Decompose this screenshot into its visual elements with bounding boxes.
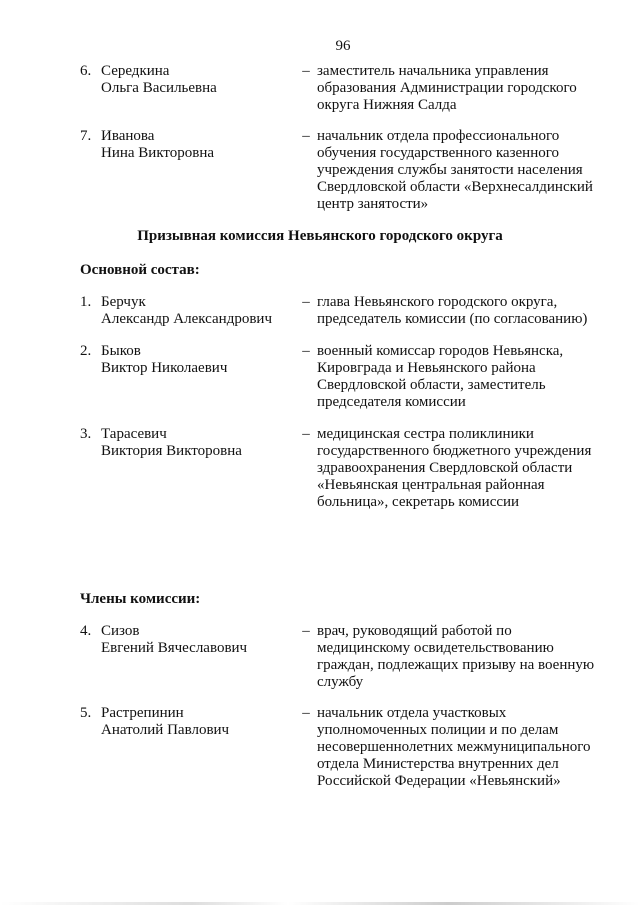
description-line: округа Нижняя Салда: [317, 97, 457, 113]
position-description: [317, 426, 617, 511]
description-line: Российской Федерации «Невьянский»: [317, 773, 561, 789]
entry-number: 4.: [80, 623, 92, 639]
position-description: [317, 128, 617, 213]
person-name: [101, 128, 301, 162]
person-name: [101, 623, 301, 657]
person-name: [101, 343, 301, 377]
description-line: председатель комиссии (по согласованию): [317, 311, 588, 327]
dash: –: [302, 705, 310, 721]
main-staff-heading: Основной состав:: [80, 262, 200, 278]
person-name: [101, 294, 301, 328]
dash: –: [302, 426, 310, 442]
entry-number: 6.: [80, 63, 92, 79]
description-line: образования Администрации городского: [317, 80, 577, 96]
description-line: больница», секретарь комиссии: [317, 494, 520, 510]
given-names: Евгений Вячеславович: [101, 640, 248, 656]
position-description: [317, 705, 617, 790]
description-line: начальник отдела участковых: [317, 705, 507, 721]
dash: –: [302, 128, 310, 144]
position-description: [317, 63, 617, 114]
given-names: Виктория Викторовна: [101, 443, 242, 459]
description-line: граждан, подлежащих призыву на военную: [317, 657, 595, 673]
description-line: заместитель начальника управления: [317, 63, 549, 79]
surname: Берчук: [101, 294, 146, 310]
description-line: военный комиссар городов Невьянска,: [317, 343, 564, 359]
entry-number: 1.: [80, 294, 92, 310]
description-line: несовершеннолетних межмуниципального: [317, 739, 591, 755]
dash: –: [302, 294, 310, 310]
description-line: Свердловской области «Верхнесалдинский: [317, 179, 593, 195]
description-line: здравоохранения Свердловской области: [317, 460, 573, 476]
description-line: начальник отдела профессионального: [317, 128, 560, 144]
description-line: центр занятости»: [317, 196, 429, 212]
description-line: учреждения службы занятости населения: [317, 162, 583, 178]
entry-number: 7.: [80, 128, 92, 144]
surname: Растрепинин: [101, 705, 184, 721]
given-names: Виктор Николаевич: [101, 360, 228, 376]
surname: Тарасевич: [101, 426, 167, 442]
given-names: Нина Викторовна: [101, 145, 215, 161]
description-line: обучения государственного казенного: [317, 145, 560, 161]
entry-number: 5.: [80, 705, 92, 721]
entry-number: 2.: [80, 343, 92, 359]
description-line: государственного бюджетного учреждения: [317, 443, 592, 459]
members-heading: Члены комиссии:: [80, 591, 201, 607]
position-description: [317, 343, 617, 411]
person-name: [101, 63, 301, 97]
entry-number: 3.: [80, 426, 92, 442]
given-names: Ольга Васильевна: [101, 80, 217, 96]
person-name: [101, 705, 301, 739]
page-number: 96: [335, 38, 351, 54]
surname: Сизов: [101, 623, 140, 639]
surname: Быков: [101, 343, 141, 359]
given-names: Александр Александрович: [101, 311, 272, 327]
position-description: [317, 294, 617, 328]
description-line: медицинская сестра поликлиники: [317, 426, 534, 442]
description-line: Свердловской области, заместитель: [317, 377, 546, 393]
dash: –: [302, 623, 310, 639]
description-line: «Невьянская центральная районная: [317, 477, 545, 493]
description-line: отдела Министерства внутренних дел: [317, 756, 559, 772]
commission-title: Призывная комиссия Невьянского городского округа: [137, 228, 503, 244]
description-line: медицинскому освидетельствованию: [317, 640, 554, 656]
surname: Иванова: [101, 128, 155, 144]
person-name: [101, 426, 301, 460]
description-line: Кировграда и Невьянского района: [317, 360, 536, 376]
surname: Середкина: [101, 63, 170, 79]
position-description: [317, 623, 617, 691]
dash: –: [302, 343, 310, 359]
given-names: Анатолий Павлович: [101, 722, 230, 738]
description-line: службу: [317, 674, 364, 690]
description-line: уполномоченных полиции и по делам: [317, 722, 559, 738]
dash: –: [302, 63, 310, 79]
description-line: глава Невьянского городского округа,: [317, 294, 558, 310]
description-line: председателя комиссии: [317, 394, 466, 410]
description-line: врач, руководящий работой по: [317, 623, 512, 639]
